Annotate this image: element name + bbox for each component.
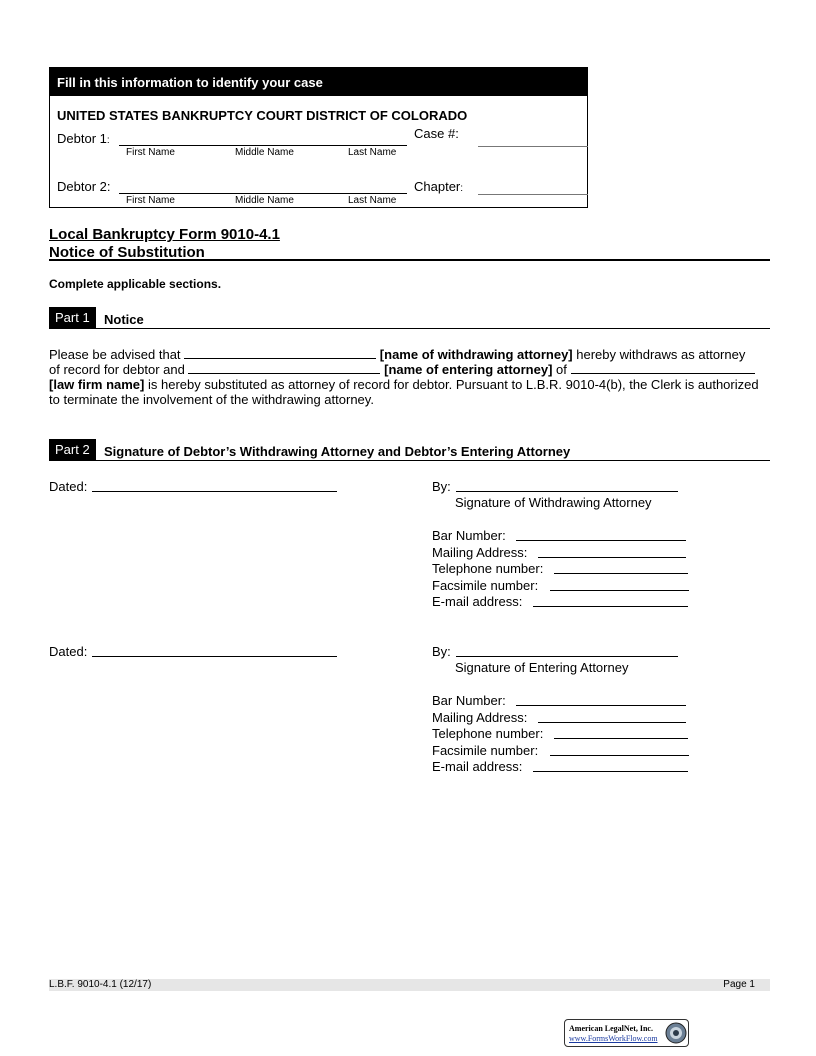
entering-facsimile-label: Facsimile number:	[432, 743, 539, 758]
case-number-label: Case #:	[414, 126, 459, 141]
withdrawing-telephone-label: Telephone number:	[432, 561, 544, 576]
entering-bar-number-input[interactable]	[516, 705, 686, 706]
american-legalnet-logo	[564, 1019, 689, 1047]
debtor1-input[interactable]	[119, 145, 407, 146]
title-rule	[49, 259, 770, 261]
withdrawing-by-label: By:	[432, 479, 451, 494]
logo-url[interactable]: www.FormsWorkFlow.com	[569, 1034, 658, 1043]
case-info-box	[49, 67, 588, 208]
law-firm-blank[interactable]	[571, 362, 755, 374]
withdrawing-mailing-address-input[interactable]	[538, 557, 686, 558]
entering-facsimile-input[interactable]	[550, 755, 689, 756]
entering-telephone-input[interactable]	[554, 738, 688, 739]
debtor1-middle-name-caption: Middle Name	[235, 147, 294, 158]
form-title: Local Bankruptcy Form 9010-4.1	[49, 226, 280, 243]
part2-title: Signature of Debtor’s Withdrawing Attorney and Debtor’s Entering Attorney	[104, 444, 571, 459]
footer-bar	[49, 979, 770, 991]
entering-signature-caption: Signature of Entering Attorney	[455, 660, 629, 675]
debtor2-label: Debtor 2:	[57, 179, 111, 194]
withdrawing-bar-number-input[interactable]	[516, 540, 686, 541]
entering-mailing-address-label: Mailing Address:	[432, 710, 528, 725]
notice-paragraph: Please be advised that [name of withdrawing attorney] hereby withdraws as attorney of record for debtor and [name of entering attorney] of [law firm name] is hereby substituted as attorney of record for debtor. Pursuant to L.B.R. 9010-4(b), the Clerk is authorized to terminate the involvement of the withdrawing attorney.	[49, 347, 759, 407]
withdrawing-mailing-address-label: Mailing Address:	[432, 545, 528, 560]
form-subtitle: Notice of Substitution	[49, 244, 205, 261]
instructions: Complete applicable sections.	[49, 277, 222, 291]
entering-bar-number-label: Bar Number:	[432, 693, 506, 708]
part2-tab: Part 2	[49, 439, 96, 461]
debtor2-last-name-caption: Last Name	[348, 195, 397, 206]
court-name: UNITED STATES BANKRUPTCY COURT DISTRICT OF COLORADO	[57, 108, 468, 123]
debtor1-first-name-caption: First Name	[126, 147, 175, 158]
debtor1-last-name-caption: Last Name	[348, 147, 397, 158]
entering-email-input[interactable]	[533, 771, 688, 772]
debtor1-label: Debtor 1:	[57, 131, 110, 146]
withdrawing-dated-input[interactable]	[92, 491, 337, 492]
entering-dated-label: Dated:	[49, 644, 88, 659]
logo-company: American LegalNet, Inc.	[569, 1024, 653, 1033]
entering-telephone-label: Telephone number:	[432, 726, 544, 741]
withdrawing-email-input[interactable]	[533, 606, 688, 607]
entering-signature-input[interactable]	[456, 656, 678, 657]
case-number-input[interactable]	[478, 146, 588, 147]
withdrawing-attorney-blank[interactable]	[184, 347, 376, 359]
part1-title: Notice	[104, 312, 144, 327]
withdrawing-email-label: E-mail address:	[432, 594, 523, 609]
debtor2-middle-name-caption: Middle Name	[235, 195, 294, 206]
case-box-header: Fill in this information to identify your case	[50, 68, 587, 96]
debtor2-input[interactable]	[119, 193, 407, 194]
part1-rule	[49, 328, 770, 329]
entering-by-label: By:	[432, 644, 451, 659]
chapter-input[interactable]	[478, 194, 588, 195]
withdrawing-signature-caption: Signature of Withdrawing Attorney	[455, 495, 652, 510]
withdrawing-facsimile-input[interactable]	[550, 590, 689, 591]
entering-mailing-address-input[interactable]	[538, 722, 686, 723]
chapter-label: Chapter:	[414, 179, 464, 194]
form-id: L.B.F. 9010-4.1 (12/17)	[49, 979, 152, 990]
entering-dated-input[interactable]	[92, 656, 337, 657]
withdrawing-bar-number-label: Bar Number:	[432, 528, 506, 543]
part2-rule	[49, 460, 770, 461]
entering-attorney-blank[interactable]	[188, 362, 380, 374]
globe-icon	[665, 1022, 687, 1044]
debtor2-first-name-caption: First Name	[126, 195, 175, 206]
part1-tab: Part 1	[49, 307, 96, 329]
page-number: Page 1	[723, 979, 755, 990]
withdrawing-signature-input[interactable]	[456, 491, 678, 492]
entering-email-label: E-mail address:	[432, 759, 523, 774]
withdrawing-telephone-input[interactable]	[554, 573, 688, 574]
withdrawing-facsimile-label: Facsimile number:	[432, 578, 539, 593]
withdrawing-dated-label: Dated:	[49, 479, 88, 494]
